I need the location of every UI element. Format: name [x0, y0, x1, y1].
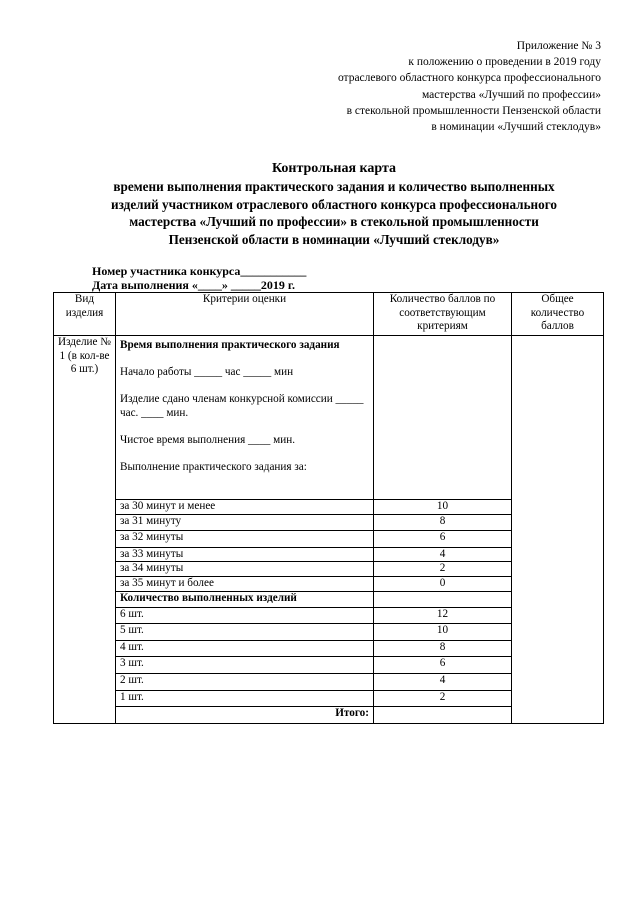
quantity-points: 8: [374, 640, 512, 657]
participant-number: Номер участника конкурса___________: [92, 264, 307, 278]
quantity-label: 1 шт.: [116, 690, 374, 707]
net-time: Чистое время выполнения ____ мин.: [120, 434, 296, 447]
appendix-line: мастерства «Лучший по профессии»: [421, 88, 601, 101]
table-header-row: [54, 293, 604, 336]
participant-info: [92, 264, 306, 292]
score-table: [53, 292, 604, 724]
quantity-points: 6: [374, 657, 512, 674]
appendix-line: отраслевого областного конкурса профессионального: [337, 72, 601, 85]
appendix-line: Приложение № 3: [516, 40, 601, 52]
header-criteria: Критерии оценки: [116, 293, 374, 336]
title-line: мастерства «Лучший по профессии» в стекольной промышленности: [129, 214, 539, 230]
criterion-label: за 35 минут и более: [116, 576, 374, 591]
criterion-points: 8: [374, 514, 512, 531]
criterion-label: за 34 минуты: [116, 562, 374, 577]
criterion-label: за 32 минуты: [116, 531, 374, 548]
appendix-note: [241, 38, 601, 135]
title-line: времени выполнения практического задания и количество выполненных: [113, 179, 555, 195]
appendix-line: в стекольной промышленности Пензенской области: [346, 104, 601, 117]
criterion-points: 0: [374, 576, 512, 591]
header-points: Количество баллов по соответствующим критериям: [374, 293, 512, 336]
header-item-type: Вид изделия: [54, 293, 116, 336]
quantity-label: 4 шт.: [116, 640, 374, 657]
section-title: Количество выполненных изделий: [116, 591, 374, 607]
criterion-label: за 33 минуты: [116, 547, 374, 562]
title-line: Пензенской области в номинации «Лучший стеклодув»: [168, 231, 500, 247]
criterion-points: 10: [374, 500, 512, 515]
quantity-points: 4: [374, 673, 512, 690]
time-criteria-cell: [116, 336, 374, 500]
title-line: Контрольная карта: [271, 161, 397, 176]
section-title: Время выполнения практического задания: [120, 339, 340, 351]
total-label: Итого:: [116, 707, 374, 724]
quantity-label: 3 шт.: [116, 657, 374, 674]
criterion-points: 4: [374, 547, 512, 562]
table-row: [54, 336, 604, 500]
done-in-label: Выполнение практического задания за:: [120, 461, 307, 474]
points-cell: [374, 591, 512, 607]
appendix-line: к положению о проведении в 2019 году: [408, 56, 601, 69]
total-points-cell: [374, 707, 512, 724]
quantity-points: 12: [374, 607, 512, 624]
appendix-line: в номинации «Лучший стеклодув»: [431, 121, 601, 134]
start-time: Начало работы _____ час _____ мин: [120, 366, 294, 379]
quantity-label: 2 шт.: [116, 673, 374, 690]
quantity-label: 5 шт.: [116, 624, 374, 641]
criterion-points: 6: [374, 531, 512, 548]
header-total: Общее количество баллов: [512, 293, 604, 336]
criterion-label: за 31 минуту: [116, 514, 374, 531]
handed-time: Изделие сдано членам конкурсной комиссии _____ час. ____ мин.: [120, 393, 364, 419]
points-cell: [374, 336, 512, 500]
item-cell: Изделие № 1 (в кол-ве 6 шт.): [54, 336, 116, 724]
quantity-label: 6 шт.: [116, 607, 374, 624]
quantity-points: 10: [374, 624, 512, 641]
total-score-cell: [512, 336, 604, 724]
criterion-points: 2: [374, 562, 512, 577]
title-line: изделий участником отраслевого областного конкурса профессионального: [110, 196, 558, 212]
document-title: [60, 160, 608, 248]
completion-date: Дата выполнения «____» _____2019 г.: [92, 278, 295, 292]
criterion-label: за 30 минут и менее: [116, 500, 374, 515]
quantity-points: 2: [374, 690, 512, 707]
